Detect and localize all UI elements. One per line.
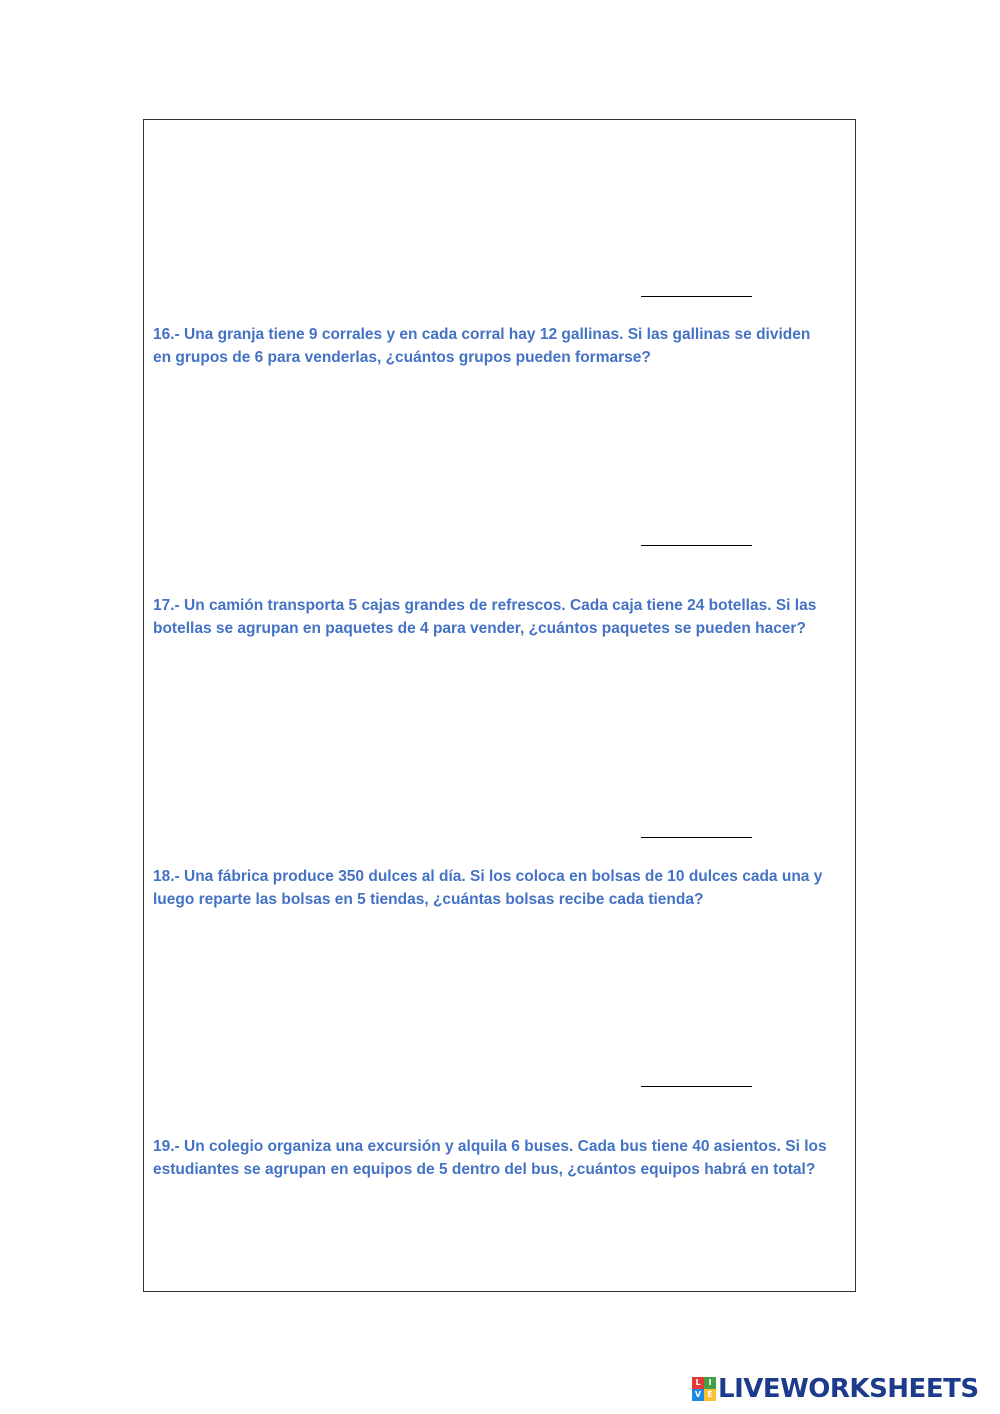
question-text-line: estudiantes se agrupan en equipos de 5 dentro del bus, ¿cuántos equipos habrá en total? xyxy=(153,1161,816,1178)
liveworksheets-logo-text: LIVEWORKSHEETS xyxy=(718,1374,979,1404)
answer-line[interactable] xyxy=(641,837,752,838)
question-text-line: en grupos de 6 para venderlas, ¿cuántos grupos pueden formarse? xyxy=(153,349,651,366)
logo-tile: V xyxy=(692,1389,704,1401)
logo-tile: L xyxy=(692,1377,704,1389)
question-text-line: 18.- Una fábrica produce 350 dulces al día. Si los coloca en bolsas de 10 dulces cada una y xyxy=(153,868,823,885)
question-text-line: 19.- Un colegio organiza una excursión y alquila 6 buses. Cada bus tiene 40 asientos. Si los xyxy=(153,1138,827,1155)
question-text-line: luego reparte las bolsas en 5 tiendas, ¿cuántas bolsas recibe cada tienda? xyxy=(153,891,704,908)
worksheet-frame xyxy=(143,119,856,1292)
question-text-line: 17.- Un camión transporta 5 cajas grandes de refrescos. Cada caja tiene 24 botellas. Si las xyxy=(153,597,817,614)
answer-line[interactable] xyxy=(641,296,752,297)
question-text-line: botellas se agrupan en paquetes de 4 para vender, ¿cuántos paquetes se pueden hacer? xyxy=(153,620,806,637)
logo-tile: I xyxy=(704,1377,716,1389)
answer-line[interactable] xyxy=(641,1086,752,1087)
question-16 xyxy=(153,323,853,369)
question-18 xyxy=(153,865,853,911)
question-17 xyxy=(153,594,853,640)
question-text-line: 16.- Una granja tiene 9 corrales y en cada corral hay 12 gallinas. Si las gallinas se dividen xyxy=(153,326,811,343)
logo-tile: E xyxy=(704,1389,716,1401)
answer-line[interactable] xyxy=(641,545,752,546)
liveworksheets-logo xyxy=(692,1373,979,1405)
liveworksheets-logo-icon xyxy=(692,1377,716,1401)
question-19 xyxy=(153,1135,853,1181)
